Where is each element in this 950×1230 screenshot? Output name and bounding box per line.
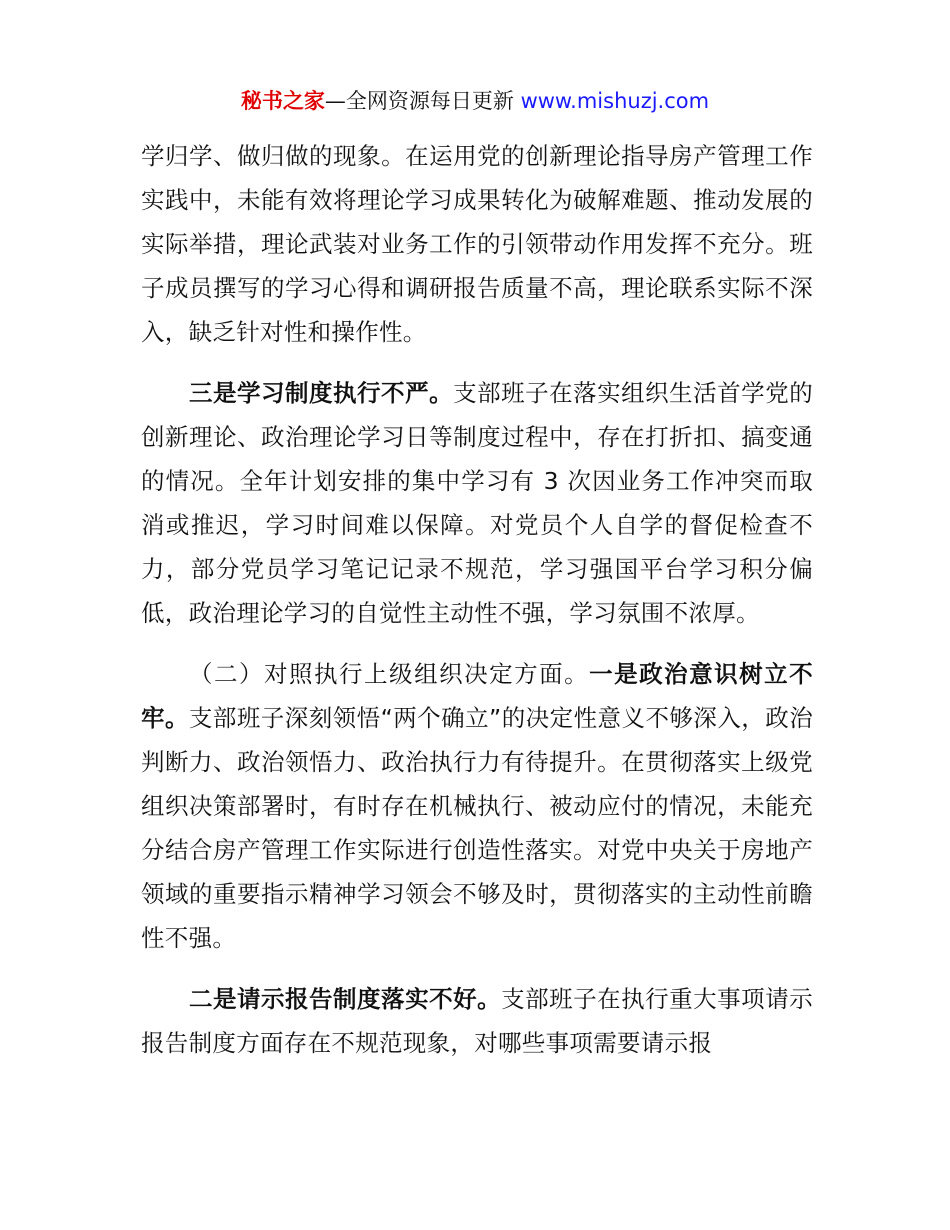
paragraph-heading: 三是学习制度执行不严。	[189, 379, 454, 407]
paragraph-text: 支部班子深刻领悟“两个确立”的决定性意义不够深入，政治判断力、政治领悟力、政治执行力有待提升。在贯彻落实上级党组织决策部署时，有时存在机械执行、被动应付的情况，未能充分结合房产管理工作实际进行创造性落实。对党中央关于房地产领域的重要指示精神学习领会不够及时，贯彻落实的主动性前瞻性不强。	[141, 704, 813, 952]
paragraph-3	[141, 652, 813, 960]
section-heading: （二）对照执行上级组织决定方面。	[189, 660, 590, 688]
document-body	[141, 134, 813, 1065]
paragraph-text: 学归学、做归做的现象。在运用党的创新理论指导房产管理工作实践中，未能有效将理论学习成果转化为破解难题、推动发展的实际举措，理论武装对业务工作的引领带动作用发挥不充分。班子成员撰写的学习心得和调研报告质量不高，理论联系实际不深入，缺乏针对性和操作性。	[141, 142, 813, 346]
paragraph-heading: 二是请示报告制度落实不好。	[189, 985, 502, 1013]
paragraph-heading: 一是政治意识树立不牢。	[141, 660, 813, 732]
header-tagline: —全网资源每日更新	[324, 89, 521, 113]
paragraph-1	[141, 134, 813, 354]
website-link[interactable]: www.mishuzj.com	[520, 89, 710, 113]
brand-name: 秘书之家	[240, 89, 325, 113]
page-header	[0, 86, 950, 116]
paragraph-4	[141, 977, 813, 1065]
paragraph-text: 支部班子在落实组织生活首学党的创新理论、政治理论学习日等制度过程中，存在打折扣、搞变通的情况。全年计划安排的集中学习有 3 次因业务工作冲突而取消或推迟，学习时间难以保障。对党员个人自学的督促检查不力，部分党员学习笔记记录不规范，学习强国平台学习积分偏低，政治理论学习的自觉性主动性不强，学习氛围不浓厚。	[141, 379, 813, 627]
paragraph-text: 支部班子在执行重大事项请示报告制度方面存在不规范现象，对哪些事项需要请示报	[141, 985, 813, 1057]
paragraph-2	[141, 371, 813, 635]
